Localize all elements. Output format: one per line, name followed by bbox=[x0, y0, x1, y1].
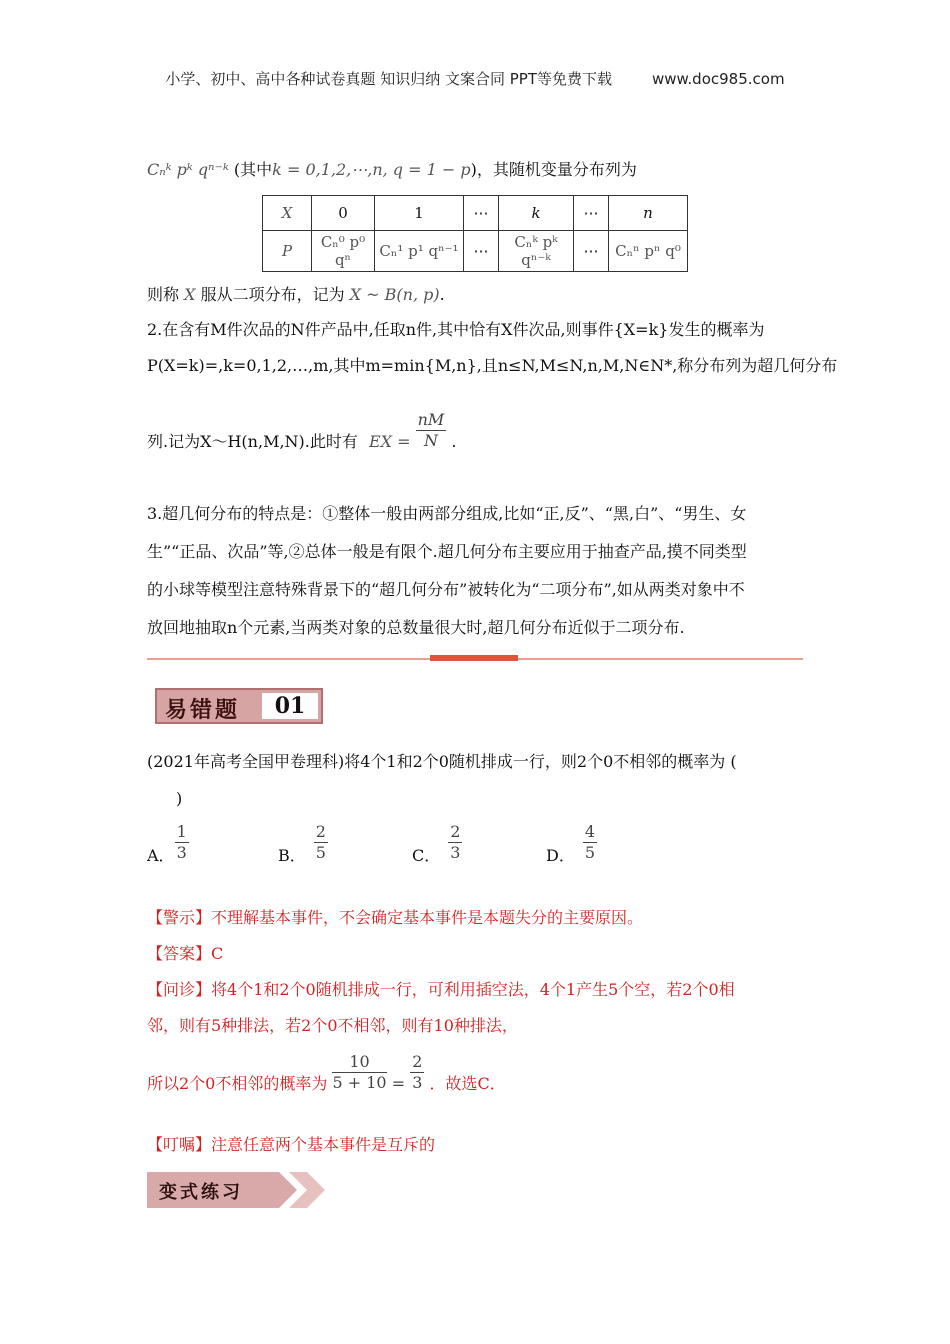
ex-numerator: nM bbox=[417, 410, 445, 429]
result-fraction bbox=[410, 1052, 424, 1093]
diagnosis-line3-prefix: 所以2个0不相邻的概率为 bbox=[147, 1074, 328, 1093]
header-text: 小学、初中、高中各种试卷真题 知识归纳 文案合同 PPT等免费下载 bbox=[165, 70, 612, 88]
table-cell: Cₙ⁰ p⁰ qⁿ bbox=[312, 231, 375, 272]
option-num: 2 bbox=[315, 822, 326, 841]
table-cell: Cₙⁿ pⁿ q⁰ bbox=[609, 231, 688, 272]
answer-line bbox=[147, 942, 223, 966]
condition-prefix: (其中 bbox=[233, 160, 273, 179]
option-label: C． bbox=[412, 846, 441, 865]
intro-line bbox=[147, 158, 637, 182]
table-header-cell: ⋯ bbox=[574, 196, 609, 231]
table-cell: Cₙᵏ pᵏ qⁿ⁻ᵏ bbox=[499, 231, 574, 272]
p2-line3-end: . bbox=[451, 432, 457, 451]
warning-tag: 【警示】 bbox=[147, 908, 212, 927]
reminder-text: 注意任意两个基本事件是互斥的 bbox=[211, 1135, 436, 1154]
badge-number: 01 bbox=[262, 693, 318, 719]
option-num: 1 bbox=[176, 822, 187, 841]
question-line2: ) bbox=[176, 789, 183, 808]
answer-tag: 【答案】 bbox=[147, 944, 212, 963]
option-fraction bbox=[175, 822, 189, 863]
diagnosis-line2: 邻，则有5种排法，若2个0不相邻，则有10种排法， bbox=[147, 1016, 518, 1035]
fraction-denominator: 5 + 10 bbox=[332, 1073, 387, 1092]
diagnosis-line3-suffix: ．故选C． bbox=[429, 1074, 506, 1093]
option-b[interactable] bbox=[278, 822, 328, 863]
condition-suffix: )，其随机变量分布列为 bbox=[470, 160, 637, 179]
option-den: 5 bbox=[584, 843, 596, 862]
p3-line: 放回地抽取n个元素,当两类对象的总数量很大时,超几何分布近似于二项分布. bbox=[147, 618, 685, 637]
equals-sign: = bbox=[391, 1074, 406, 1093]
binomial-end: . bbox=[439, 285, 445, 304]
reminder-tag: 【叮嘱】 bbox=[147, 1135, 212, 1154]
question-line1: (2021年高考全国甲卷理科)将4个1和2个0随机排成一行，则2个0不相邻的概率为 ( bbox=[147, 752, 737, 771]
option-label: D． bbox=[546, 846, 575, 865]
error-question-badge bbox=[155, 688, 323, 724]
p2-line3-prefix: 列.记为X～H(n,M,N).此时有 bbox=[147, 432, 358, 451]
condition-formula: k = 0,1,2,⋯,n, q = 1 − p bbox=[272, 160, 471, 179]
header-site[interactable]: www.doc985.com bbox=[651, 70, 785, 88]
p2-line2: P(X=k)=,k=0,1,2,…,m,其中m=min{M,n},且n≤N,M≤N,n,M,N∈N*,称分布列为超几何分布 bbox=[147, 356, 838, 375]
table-header-cell: 0 bbox=[312, 196, 375, 231]
ex-denominator: N bbox=[423, 431, 438, 450]
option-num: 2 bbox=[450, 822, 461, 841]
answer-text: C bbox=[211, 944, 224, 963]
badge-title: 易错题 bbox=[165, 698, 241, 723]
page-header bbox=[0, 68, 950, 89]
practice-label: 变式练习 bbox=[159, 1182, 243, 1203]
table-header-cell: k bbox=[499, 196, 574, 231]
warning-text: 不理解基本事件，不会确定基本事件是本题失分的主要原因。 bbox=[211, 908, 644, 927]
diagnosis-line3 bbox=[147, 1052, 506, 1096]
binomial-line bbox=[147, 283, 445, 307]
diagnosis-tag: 【问诊】 bbox=[147, 980, 212, 999]
table-cell: ⋯ bbox=[574, 231, 609, 272]
binomial-var: X bbox=[184, 285, 196, 304]
p3-line: 生”“正品、次品”等,②总体一般是有限个.超几何分布主要应用于抽查产品,摸不同类型 bbox=[147, 542, 747, 561]
binomial-mid: 服从二项分布，记为 bbox=[200, 285, 345, 304]
section-divider-accent bbox=[430, 655, 518, 661]
fraction-numerator: 2 bbox=[412, 1052, 423, 1071]
probability-fraction bbox=[332, 1052, 386, 1093]
table-cell: P bbox=[263, 231, 312, 272]
option-num: 4 bbox=[584, 822, 596, 841]
option-label: A． bbox=[147, 846, 175, 865]
ex-left: EX = bbox=[368, 432, 411, 451]
table-header-cell: n bbox=[609, 196, 688, 231]
table-header-cell: 1 bbox=[375, 196, 464, 231]
p2-line3 bbox=[147, 410, 457, 454]
warning-line bbox=[147, 906, 643, 930]
diagnosis-line1 bbox=[147, 978, 735, 1002]
p3-line: 的小球等模型注意特殊背景下的“超几何分布”被转化为“二项分布”,如从两类对象中不 bbox=[147, 580, 745, 599]
option-den: 5 bbox=[315, 843, 326, 862]
p3-line: 3.超几何分布的特点是：①整体一般由两部分组成,比如“正,反”、“黑,白”、“男生、女 bbox=[147, 504, 747, 523]
fraction-denominator: 3 bbox=[412, 1073, 423, 1092]
distribution-table bbox=[262, 195, 688, 272]
option-a[interactable] bbox=[147, 822, 189, 863]
table-cell: ⋯ bbox=[464, 231, 499, 272]
option-fraction bbox=[583, 822, 597, 863]
option-den: 3 bbox=[176, 843, 187, 862]
binomial-notation: X ~ B(n, p) bbox=[349, 285, 440, 304]
fraction-numerator: 10 bbox=[332, 1052, 386, 1073]
option-fraction bbox=[448, 822, 462, 863]
p2-line1: 2.在含有M件次品的N件产品中,任取n件,其中恰有X件次品,则事件{X=k}发生的概率为 bbox=[147, 320, 765, 339]
table-header-cell: ⋯ bbox=[464, 196, 499, 231]
option-label: B． bbox=[278, 846, 306, 865]
option-d[interactable] bbox=[546, 822, 597, 863]
diagnosis-text: 将4个1和2个0随机排成一行，可利用插空法，4个1产生5个空，若2个0相 bbox=[211, 980, 735, 999]
practice-banner bbox=[147, 1170, 325, 1210]
option-fraction bbox=[314, 822, 328, 863]
table-cell: Cₙ¹ p¹ qⁿ⁻¹ bbox=[375, 231, 464, 272]
reminder-line bbox=[147, 1133, 435, 1157]
ex-fraction bbox=[416, 410, 447, 451]
binomial-formula: Cₙᵏ pᵏ qⁿ⁻ᵏ bbox=[147, 160, 229, 179]
binomial-prefix: 则称 bbox=[147, 285, 180, 304]
option-c[interactable] bbox=[412, 822, 462, 863]
option-den: 3 bbox=[450, 843, 461, 862]
table-header-cell: X bbox=[263, 196, 312, 231]
